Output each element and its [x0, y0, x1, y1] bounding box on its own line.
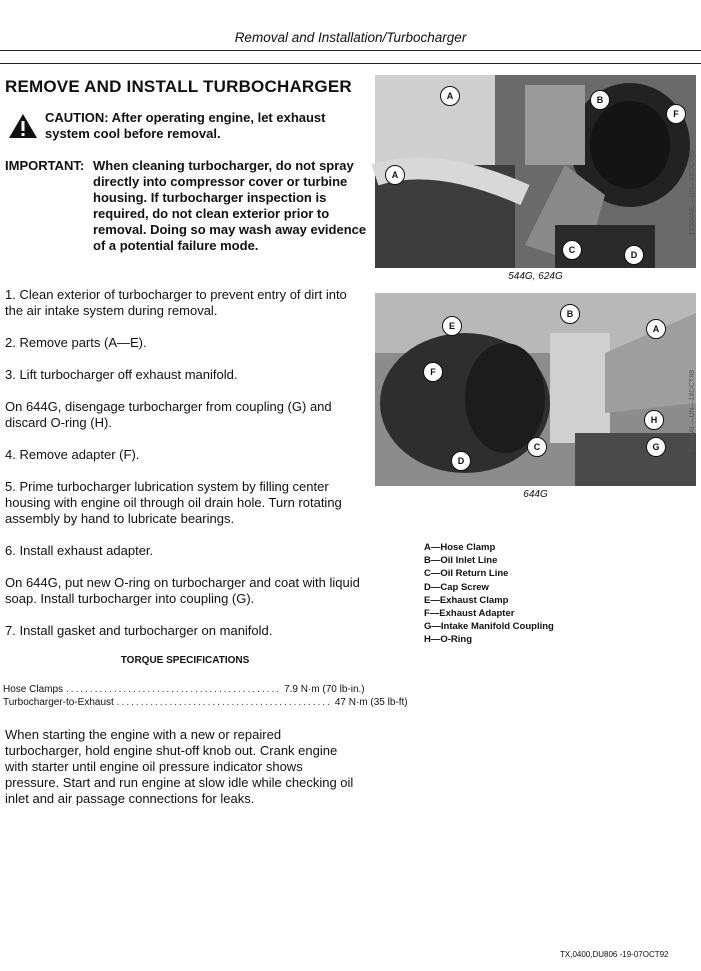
turbocharger-photo-544g-624g: [375, 75, 696, 268]
figure-caption: 644G: [523, 489, 548, 500]
page-header: Removal and Installation/Turbocharger: [234, 30, 467, 45]
callout-e: E: [442, 316, 462, 336]
callout-a: A: [440, 86, 460, 106]
legend-item: G—Intake Manifold Coupling: [424, 621, 554, 633]
callout-h: H: [644, 410, 664, 430]
step-6: 6. Install exhaust adapter.: [5, 543, 154, 558]
step-3: 3. Lift turbocharger off exhaust manifold.: [5, 367, 238, 382]
torque-row: [3, 697, 408, 708]
step-7: 7. Install gasket and turbocharger on manifold.: [5, 623, 273, 638]
callout-c: C: [527, 437, 547, 457]
important-label: IMPORTANT:: [5, 158, 85, 173]
callout-d: D: [451, 451, 471, 471]
important-text: When cleaning turbocharger, do not spray directly into compressor cover or turbine housing. If turbocharger inspection is required, do not clean exterior prior to removal. Doing so may wash away evidence of a potential failure mode.: [93, 158, 367, 253]
leader-dots: .............................................: [66, 684, 282, 695]
legend-item: H—O-Ring: [424, 634, 473, 646]
step-5: 5. Prime turbocharger lubrication system by filling center housing with engine oil through oil drain hole. Turn rotating assembly by hand to lubricate bearings.: [5, 479, 342, 526]
torque-label: Hose Clamps: [3, 684, 64, 695]
step-644g-note-1: On 644G, disengage turbocharger from coupling (G) and discard O-ring (H).: [5, 399, 332, 430]
callout-g: G: [646, 437, 666, 457]
callout-a: A: [385, 165, 405, 185]
caution-icon: [8, 113, 38, 144]
document-footer-code: TX,0400,DU806 -19-07OCT92: [560, 950, 669, 959]
closing-paragraph: When starting the engine with a new or repaired turbocharger, hold engine shut-off knob out. Crank engine with starter until engine oil pressure indicator shows pressure. Start and run engine at slow idle while checking oil inlet and air passage connections for leaks.: [5, 727, 354, 806]
leader-dots: .............................................: [116, 697, 332, 708]
step-4: 4. Remove adapter (F).: [5, 447, 140, 462]
step-2: 2. Remove parts (A—E).: [5, 335, 147, 350]
header-rule: [0, 50, 701, 51]
torque-row: [3, 684, 365, 695]
caution-text: CAUTION: After operating engine, let exhaust system cool before removal.: [45, 110, 326, 141]
turbocharger-photo-644g: [375, 293, 696, 486]
step-1: 1. Clean exterior of turbocharger to prevent entry of dirt into the air intake system during removal.: [5, 287, 347, 318]
figure-side-code: T8564AI —UN—18OCT88: [689, 370, 696, 453]
figure-caption: 544G, 624G: [508, 271, 563, 282]
figure-side-code: T8564AE —UN—18OCT88: [689, 150, 696, 236]
step-644g-note-2: On 644G, put new O-ring on turbocharger and coat with liquid soap. Install turbocharger into coupling (G).: [5, 575, 360, 606]
callout-d: D: [624, 245, 644, 265]
legend-item: F—Exhaust Adapter: [424, 608, 515, 620]
legend-item: E—Exhaust Clamp: [424, 594, 509, 606]
legend-item: C—Oil Return Line: [424, 568, 509, 580]
callout-f: F: [666, 104, 686, 124]
section-title: REMOVE AND INSTALL TURBOCHARGER: [5, 77, 352, 96]
parts-legend: [424, 541, 554, 647]
callout-b: B: [560, 304, 580, 324]
torque-value: 47 N·m (35 lb-ft): [334, 697, 408, 708]
section-rule: [0, 63, 701, 64]
legend-item: B—Oil Inlet Line: [424, 555, 498, 567]
torque-heading: TORQUE SPECIFICATIONS: [120, 655, 250, 666]
callout-a: A: [646, 319, 666, 339]
torque-label: Turbocharger-to-Exhaust: [3, 697, 114, 708]
torque-value: 7.9 N·m (70 lb-in.): [284, 684, 365, 695]
legend-item: D—Cap Screw: [424, 581, 489, 593]
callout-b: B: [590, 90, 610, 110]
callout-f: F: [423, 362, 443, 382]
callout-c: C: [562, 240, 582, 260]
legend-item: A—Hose Clamp: [424, 542, 496, 553]
